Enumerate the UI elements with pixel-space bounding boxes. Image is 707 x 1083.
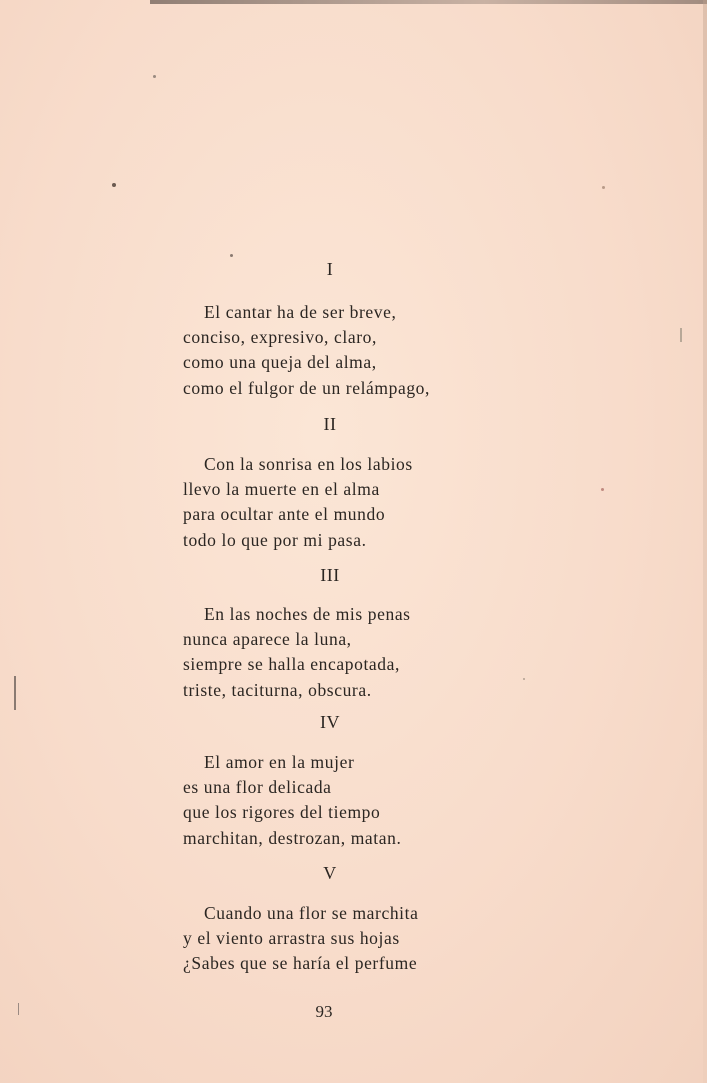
ink-speck [112,183,116,187]
page-top-edge-shadow [150,0,707,4]
poem-line: todo lo que por mi pasa. [183,529,367,550]
poem-line: y el viento arrastra sus hojas [183,928,400,949]
poem-line: es una flor delicada [183,777,332,798]
poem-line: El cantar ha de ser breve, [204,302,397,322]
poem-line: para ocultar ante el mundo [183,504,386,525]
stanza [183,452,413,553]
page-number: 93 [315,1002,333,1021]
page-right-edge [703,0,707,1083]
poem-line: llevo la muerte en el alma [183,479,380,500]
ink-speck [602,186,605,189]
poem-line: que los rigores del tiempo [183,802,381,823]
stanza [183,750,401,851]
margin-mark [680,328,682,342]
poem-line: Con la sonrisa en los labios [204,454,413,474]
poem-line: como una queja del alma, [183,352,377,373]
stanza-numeral: IV [320,712,340,732]
poem-line: En las noches de mis penas [204,604,411,624]
ink-speck [230,254,233,257]
poem-line: ¿Sabes que se haría el perfume [183,953,418,974]
poem-line: siempre se halla encapotada, [183,654,400,675]
poem-line: nunca aparece la luna, [183,629,352,650]
poem-line: conciso, expresivo, claro, [183,327,377,348]
stanza-numeral: II [323,414,337,434]
ink-speck [153,75,156,78]
margin-mark [14,676,16,710]
stanza-numeral: V [323,863,337,883]
poem-line: como el fulgor de un relámpago, [183,377,430,398]
ink-speck [523,678,525,680]
poem-line: triste, taciturna, obscura. [183,679,372,700]
stanza [183,602,411,703]
poem-line: Cuando una flor se marchita [204,903,419,923]
stanza-numeral: III [320,565,340,585]
stanza-numeral: I [326,259,334,279]
ink-speck [601,488,604,491]
poem-line: marchitan, destrozan, matan. [183,827,402,848]
stanza [183,901,418,977]
poem-line: El amor en la mujer [204,752,355,772]
stanza [183,300,430,401]
